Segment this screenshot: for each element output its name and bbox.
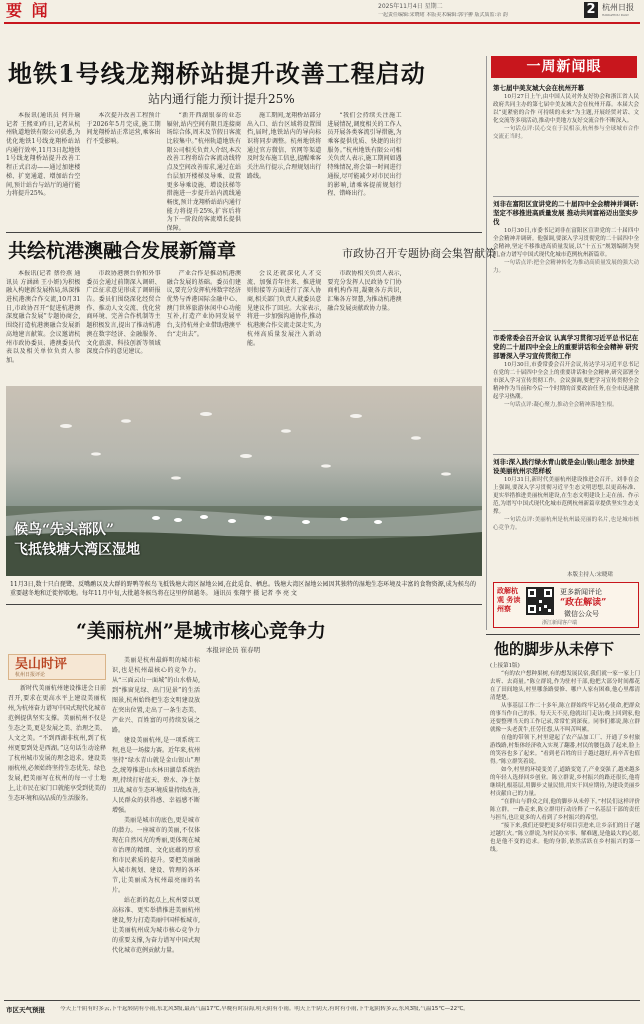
weekly-editor: 本版主持人:宋晓珺 <box>567 572 613 578</box>
ad-box <box>493 582 639 628</box>
feature-paragraph-5: “在群山与群众之间,他的脚步从未停下。”村民们这样评价陈立群。一路走来,陈立群用行动诠释了一名基层干部的责任与担当,也让更多的人看到了乡村振兴的希望。 <box>490 799 640 821</box>
column-badge <box>8 654 106 680</box>
qr-icon <box>526 587 554 615</box>
weekly-divider-1 <box>493 196 639 197</box>
column-text: 新时代美丽杭州建设推进会日前召开,要求在更高水平上建设美丽杭州,为杭州奋力谱写中国式现代化城市范例提供坚实支撑。美丽杭州不仅是生态之美,更是发展之美、治理之美、人文之美。“不到西湖非杭州,到了杭州更要到处是西湖。”这句话生动诠释了杭州城市发展的理念追求。建设美丽杭州,必须始终坚持生态优先、绿色发展,把美丽写在杭州的每一寸土地上,让市民在家门口就能享受到优美的生态环境和高品质的生活服务。 <box>8 685 106 802</box>
divider-3 <box>486 634 640 635</box>
feature-paragraph-3: 在他的带领下,村里建起了农产品加工厂、开通了乡村旅游线路,村集体经济收入实现了翻番,村民的腰包鼓了起来,脸上的笑容也多了起来。“看到老百姓的日子越过越好,再辛苦也值得。”陈立群笑着说。 <box>490 735 640 765</box>
second-paragraph-4: 会议还就深化人才交流、加强青年往来、推进规则衔接等方面进行了深入协商,相关部门负责人就委员意见建议作了回应。大家表示,将进一步加强沟通协作,推动杭港澳合作交流走深走实,为杭州高质量发展注入新动能。 <box>246 270 322 347</box>
third-paragraph-3: 美丽是城市的底色,更是城市的潜力。一座城市的美丽,不仅体现在自然风光的秀丽,更体现在城市治理的精细、文化底蕴的厚重和市民素质的提升。要把美丽融入城市规划、建设、管理的各环节,让美丽成为杭州最亮丽的名片。 <box>112 817 200 894</box>
lead-paragraph-3: “新开西湖银泰的业态辐射,站内空间有限且连接商场综合体,周末及节假日客流比较集中。”杭州轨道地铁有限公司相关负责人介绍,本次改善工程将结合客流动线特点及空间改善需求,通过在站台层加开楼梯及导乘、设置更多导乘设施、增设扶梯等措施进一步提升站内流线通畅度,预计龙翔桥站站内通行能力将提升25%,扩容后将为下一阶段的客流增长提供保障。 <box>166 112 241 232</box>
weather-bar <box>4 1004 640 1018</box>
weekly-item-4-text: 10月31日,新时代美丽杭州建设推进会召开。刘非在会上强调,要深入学习贯彻习近平生态文明思想,以更高标准、更实举措推进美丽杭州建设,在生态文明建设上走在前、作示范,为谱写中国式现代化城市范例杭州新篇章提供坚实生态支撑。 <box>493 477 639 515</box>
weather-label: 市区天气预报 <box>6 1006 45 1014</box>
weekly-item-4-comment: 一句话点评:美丽杭州是杭州最亮丽的名片,也是城市核心竞争力。 <box>493 517 639 531</box>
feature-paragraph-2: 从事基层工作二十多年,陈立群始终牢记初心使命,把群众的事当作自己的事。每天天不亮,他就出门走访;晚上回到家,他还要整理当天的工作记录,常常忙到深夜。同事们都说,陈立群就像一头老黄牛,任劳任怨,从不叫苦叫累。 <box>490 703 640 733</box>
ad-line-2: “政在解读” <box>560 598 607 608</box>
weekly-item-2-text: 10月30日,市委书记刘非在富阳区宣讲党的二十届四中全会精神并调研。他强调,要深入学习贯彻党的二十届四中全会精神,坚定不移推进高质量发展,以“十五五”规划编制为契机,奋力谱写中国式现代化城市范例杭州新篇章。 <box>493 228 639 258</box>
masthead-slogan: 一起责任编辑:宋晓珺 本版美术编辑:郭宇翀 版式质监:余 韵 <box>378 12 508 18</box>
weekly-divider-3 <box>493 454 639 455</box>
weekly-item-2 <box>493 200 639 328</box>
page-number: 2 <box>586 2 596 17</box>
second-columns <box>6 270 482 382</box>
paper-name: 杭州日报 <box>602 3 634 12</box>
weekly-header: 一周新闻眼 <box>491 56 637 78</box>
footer-rule <box>4 1000 640 1001</box>
feature-body <box>490 662 640 980</box>
second-headline: 共绘杭港澳融合发展新篇章 <box>8 240 237 262</box>
page-number-box <box>584 2 598 18</box>
section-title: 要 闻 <box>6 1 50 20</box>
second-kicker: 市政协召开专题协商会集智献策 <box>342 247 496 260</box>
third-paragraph-4: 站在新的起点上,杭州要以更高标准、更实举措推进美丽杭州建设,努力打造美丽中国样板城市,让美丽杭州成为城市核心竞争力的重要支撑,为奋力谱写中国式现代化城市范例贡献力量。 <box>112 897 200 954</box>
feature-paragraph-1: “有的农户想种果树,有的想发展民宿,我们就一家一家上门去听、去商量。”陈立群说,作为驻村干部,他把大部分时间都花在了田间地头,村里哪条路要修、哪户人家有困难,他心里都清清楚楚。 <box>490 671 640 701</box>
divider-1 <box>6 232 482 233</box>
lead-headline: 地铁1号线龙翔桥站提升改善工程启动 <box>8 59 426 88</box>
second-paragraph-2: 市政协港澳台侨和外事委员会通过前期深入调研、广泛征求意见形成了调研报告。委员们围绕深化经贸合作、推动人文交流、优化营商环境、完善合作机制等主题积极发言,提出了推动杭港澳在数字经济、金融服务、文化旅游、科技创新等领域深度合作的意见建议。 <box>86 270 161 356</box>
photo-overlay-title: 候鸟“先头部队” <box>14 522 115 538</box>
weekly-item-1-comment: 一句话点评:民心交在于民相亲,杭州参与全球城市合作交流正当时。 <box>493 126 639 140</box>
column-badge-title: 吴山时评 <box>15 657 68 672</box>
photo-caption: 11月3日,数十只白琵鹭、反嘴鹬以及大群的野鸭等候鸟飞抵钱塘大湾区湿地公园,在此觅食、栖息。钱塘大湾区湿地公园因其独特的湿地生态环境及丰富的食物资源,成为候鸟的重要越冬地和迁徙停歇地。每年11月中旬,大批越冬候鸟将在这里停留越冬。 通讯员 张翔宇 摄 记者 李 亮 文 <box>10 581 476 597</box>
second-paragraph-5: 市政协相关负责人表示,要充分发挥人民政协专门协商机构作用,凝聚各方共识,汇集各方智慧,为推动杭港澳融合发展贡献政协力量。 <box>327 270 402 312</box>
second-paragraph-1: 本报讯(记者 蔡伶燕 通讯员 方涵涵 王小妍)为积极融入构建新发展格局,纵深推进杭港澳合作交流,10月31日,市政协召开“促进杭港澳深度融合发展”专题协商会,围绕打造杭港澳融合发展新高地建言献策。会议邀请杭州市政协委员、港澳委员代表以及相关单位负责人参加。 <box>6 270 81 364</box>
weekly-item-3 <box>493 334 639 452</box>
masthead-date: 2025年11月4日 星期二 <box>378 3 443 10</box>
weekly-item-4 <box>493 458 639 570</box>
third-byline: 本报评论员 崔春明 <box>206 646 261 654</box>
weekly-panel <box>486 56 640 630</box>
lead-paragraph-2: 本次提升改善工程预计于2026年5月完成,施工期间龙翔桥站正常运营,乘客出行不受影响。 <box>86 112 161 146</box>
weekly-divider-2 <box>493 330 639 331</box>
ad-line-1: 更多新闻评论 <box>560 588 602 596</box>
qr-code <box>526 587 554 615</box>
feature-headline: 他的脚步从未停下 <box>494 640 615 658</box>
weather-text: 今天上午阴有时多云,下午起转阴有小雨,东北风3级,最高气温17℃,早晚有时沿海,明天阴有小雨。明天上午阴天,有时有小雨,下午起阴转多云,东风3级,气温15℃—22℃。 <box>60 1006 469 1012</box>
wetland-photo <box>6 386 482 576</box>
masthead-rule <box>4 22 640 24</box>
feature-paragraph-6: “接下来,我们还要把更多好项目引进来,让乡亲们的日子越过越红火。”陈立群说,为村民办实事、解难题,是他最大的心愿,也是他不变的追求。他的身影,依然活跃在乡村振兴的第一线。 <box>490 823 640 853</box>
paper-name-en: HANGZHOU DAILY <box>602 13 629 17</box>
lead-columns <box>6 112 482 230</box>
weekly-item-3-text: 10月30日,市委常委会召开会议,传达学习习近平总书记在党的二十届四中全会上的重要讲话和全会精神,研究部署全市深入学习宣传贯彻工作。会议强调,要把学习宣传贯彻全会精神作为当前和今后一个时期的首要政治任务,在全市迅速掀起学习热潮。 <box>493 362 639 400</box>
lead-paragraph-4: 施工期间,龙翔桥站部分出入口、站台区域将设置围挡,届时,地铁站内的导向标识将同步调整。杭州地铁将通过官方微信、官网等渠道及时发布施工信息,提醒乘客关注出行提示,合理规划出行路线。 <box>246 112 322 180</box>
weekly-item-1 <box>493 84 639 194</box>
ad-line-3: 微信公众号 <box>564 610 599 618</box>
weekly-item-3-title: 市委常委会召开会议 认真学习贯彻习近平总书记在党的二十届四中全会上的重要讲话和全会精神 研究部署深入学习宣传贯彻工作 <box>493 334 639 360</box>
third-columns <box>112 656 482 980</box>
masthead <box>0 0 644 22</box>
divider-2 <box>6 604 482 605</box>
weekly-item-4-title: 刘非:深入践行绿水青山就是金山银山理念 加快建设美丽杭州示范样板 <box>493 458 635 475</box>
ad-footer: 浙江新闻客户端 <box>542 620 578 626</box>
lead-paragraph-5: “我们会持续关注施工进展情况,调度相关的工作人员开展各类客流引导措施,为乘客提供优质、快捷的出行服务。”杭州地铁有限公司相关负责人表示,施工期间如遇特殊情况,将会第一时间进行通报,尽可能减少对市民出行的影响,请乘客提前规划行程、错峰出行。 <box>327 112 402 198</box>
photo-overlay-sub: 飞抵钱塘大湾区湿地 <box>14 542 140 558</box>
weekly-item-1-title: 第七届中美友城大会在杭州开幕 <box>493 84 584 92</box>
lead-paragraph-1: 本报讯(通讯员 何升瑜 记者 王熙亚)昨日,记者从杭州轨道地铁有限公司获悉,为优化地铁1号线龙翔桥站站内通行效率,11月3日起地铁1号线龙翔桥站提升改善工程正式启动——通过加建楼梯、扩宽通道、增加站台空间,预计站台与站厅的通行能力将提升25%。 <box>6 112 81 198</box>
feature-paragraph-4: 如今,村里的环境变美了,道路变宽了,产业变强了,越来越多的年轻人选择回乡创业。陈立群说,乡村振兴的路还很长,他将继续扎根基层,用脚步丈量民情,用实干回应期待,为建设美丽乡村贡献自己的力量。 <box>490 767 640 797</box>
third-paragraph-2: 建设美丽杭州,是一项系统工程,也是一场接力赛。近年来,杭州坚持“绿水青山就是金山银山”理念,统筹推进山水林田湖草系统治理,持续打好蓝天、碧水、净土保卫战,城市生态环境质量持续改善,人民群众的获得感、幸福感不断增强。 <box>112 737 200 814</box>
weekly-item-2-title: 刘非在富阳区宣讲党的二十届四中全会精神并调研:坚定不移推进高质量发展 推动共同富裕迈出坚实步伐 <box>493 200 639 226</box>
ad-left-text: 政解杭观 务读州察 <box>497 586 521 613</box>
third-headline: “美丽杭州”是城市核心竞争力 <box>76 620 326 642</box>
feature-dateline: (上接第1版) <box>490 663 520 669</box>
second-paragraph-3: 产业合作是推动杭港澳融合发展的基础。委员们建议,要充分发挥杭州数字经济优势与香港国际金融中心、澳门世界旅游休闲中心功能互补,打造产业协同发展平台,支持杭州企业借助港澳平台“走出去”。 <box>166 270 241 338</box>
weekly-item-3-comment: 一句话点评:凝心聚力,推动全会精神落地生根。 <box>504 402 618 408</box>
weekly-item-1-text: 10月27日上午,由中国人民对外友好协会和浙江省人民政府共同主办的第七届中美友城大会在杭州开幕。本届大会以“更紧密的合作 可持续的未来”为主题,开展经贸对话、文化交流等多项活动,推动中美地方友好交流合作不断深入。 <box>493 94 639 124</box>
column-badge-sub: 杭州日报评论 <box>15 672 46 678</box>
lead-subhead: 站内通行能力预计提升25% <box>148 92 295 106</box>
third-paragraph-1: 美丽是杭州最鲜明的城市标识,也是杭州最核心的竞争力。从“三面云山一面城”的山水格局,到“推窗见绿、出门见景”的生活图景,杭州始终把生态文明建设放在突出位置,走出了一条生态美、产业兴、百姓富的可持续发展之路。 <box>112 657 200 734</box>
weekly-item-2-comment: 一句话点评:把全会精神转化为推动高质量发展的强大动力。 <box>493 260 639 274</box>
